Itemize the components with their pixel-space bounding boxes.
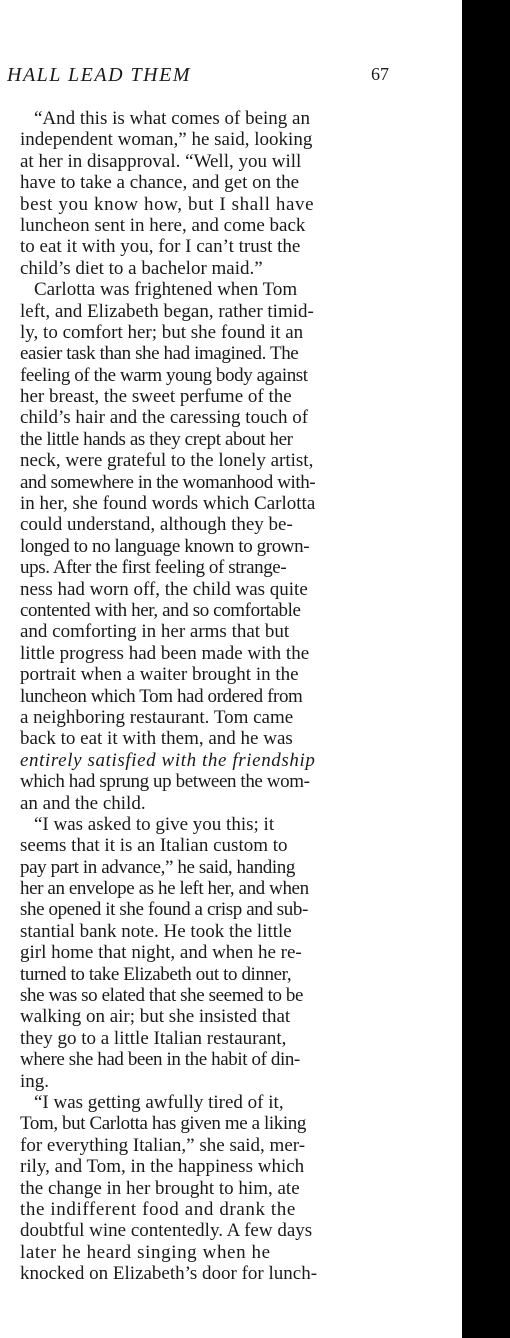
text-line: stantial bank note. He took the little xyxy=(20,920,292,942)
text-line: “And this is what comes of being an xyxy=(34,108,310,129)
text-line: and comforting in her arms that but xyxy=(20,621,290,643)
text-line: have to take a chance, and get on the xyxy=(20,172,300,194)
text-line: little progress had been made with the xyxy=(20,642,310,664)
page-number: 67 xyxy=(371,64,389,84)
text-line: child’s diet to a bachelor maid.” xyxy=(20,257,263,279)
text-line: the indifferent food and drank the xyxy=(20,1198,296,1220)
text-line: best you know how, but I shall have xyxy=(20,193,315,215)
text-line: pay part in advance,” he said, handing xyxy=(20,856,295,878)
text-line: the change in her brought to him, ate xyxy=(20,1177,300,1199)
text-line: child’s hair and the caressing touch of xyxy=(20,407,309,429)
text-line: the little hands as they crept about her xyxy=(20,428,293,450)
text-line: portrait when a waiter brought in the xyxy=(20,664,299,686)
text-line: she was so elated that she seemed to be xyxy=(20,985,304,1007)
text-line: doubtful wine contentedly. A few days xyxy=(20,1220,313,1242)
text-line: her breast, the sweet perfume of the xyxy=(20,386,292,408)
text-line: longed to no language known to grown- xyxy=(20,535,310,557)
text-line: could understand, although they be- xyxy=(20,514,293,536)
text-line: walking on air; but she insisted that xyxy=(20,1006,291,1028)
text-line: an and the child. xyxy=(20,792,146,814)
text-line: “I was asked to give you this; it xyxy=(34,813,275,835)
text-line: ups. After the first feeling of strange- xyxy=(20,557,287,579)
text-line: at her in disapproval. “Well, you will xyxy=(20,150,302,172)
text-line: luncheon which Tom had ordered from xyxy=(20,685,303,707)
text-line: left, and Elizabeth began, rather timid- xyxy=(20,300,314,322)
text-line: feeling of the warm young body against xyxy=(20,364,308,386)
text-line: a neighboring restaurant. Tom came xyxy=(20,706,294,728)
text-line: luncheon sent in here, and come back xyxy=(20,214,306,236)
text-line: rily, and Tom, in the happiness which xyxy=(20,1156,305,1178)
scan-edge-bar xyxy=(462,0,510,1338)
text-line: where she had been in the habit of din- xyxy=(20,1049,300,1071)
text-line: ly, to comfort her; but she found it an xyxy=(20,321,304,343)
text-line: which had sprung up between the wom- xyxy=(20,771,310,793)
text-line: entirely satisfied with the friendship xyxy=(20,749,316,771)
text-line: Carlotta was frightened when Tom xyxy=(34,279,298,301)
text-line: ness had worn off, the child was quite xyxy=(20,578,308,600)
text-line: to eat it with you, for I can’t trust the xyxy=(20,236,301,258)
text-line: they go to a little Italian restaurant, xyxy=(20,1027,287,1049)
text-line: she opened it she found a crisp and sub- xyxy=(20,899,308,921)
text-line: ing. xyxy=(20,1070,50,1092)
running-head xyxy=(7,64,389,92)
text-line: in her, she found words which Carlotta xyxy=(20,493,316,515)
running-head-title: HALL LEAD THEM xyxy=(7,64,191,86)
text-line: for everything Italian,” she said, mer- xyxy=(20,1134,306,1156)
text-line: knocked on Elizabeth’s door for lunch- xyxy=(20,1263,318,1285)
text-line: girl home that night, and when he re- xyxy=(20,942,302,964)
text-line: easier task than she had imagined. The xyxy=(20,343,299,365)
text-line: seems that it is an Italian custom to xyxy=(20,835,288,857)
text-line: Tom, but Carlotta has given me a liking xyxy=(20,1113,306,1135)
text-line: “I was getting awfully tired of it, xyxy=(34,1091,284,1113)
text-line: independent woman,” he said, looking xyxy=(20,129,313,151)
text-line: later he heard singing when he xyxy=(20,1241,271,1263)
text-line: neck, were grateful to the lonely artist, xyxy=(20,450,314,472)
text-line: contented with her, and so comfortable xyxy=(20,599,301,621)
text-line: turned to take Elizabeth out to dinner, xyxy=(20,963,292,985)
body-text xyxy=(20,108,390,1284)
text-line: her an envelope as he left her, and when xyxy=(20,878,309,900)
text-line: and somewhere in the womanhood with- xyxy=(20,471,316,493)
text-line: back to eat it with them, and he was xyxy=(20,728,293,750)
